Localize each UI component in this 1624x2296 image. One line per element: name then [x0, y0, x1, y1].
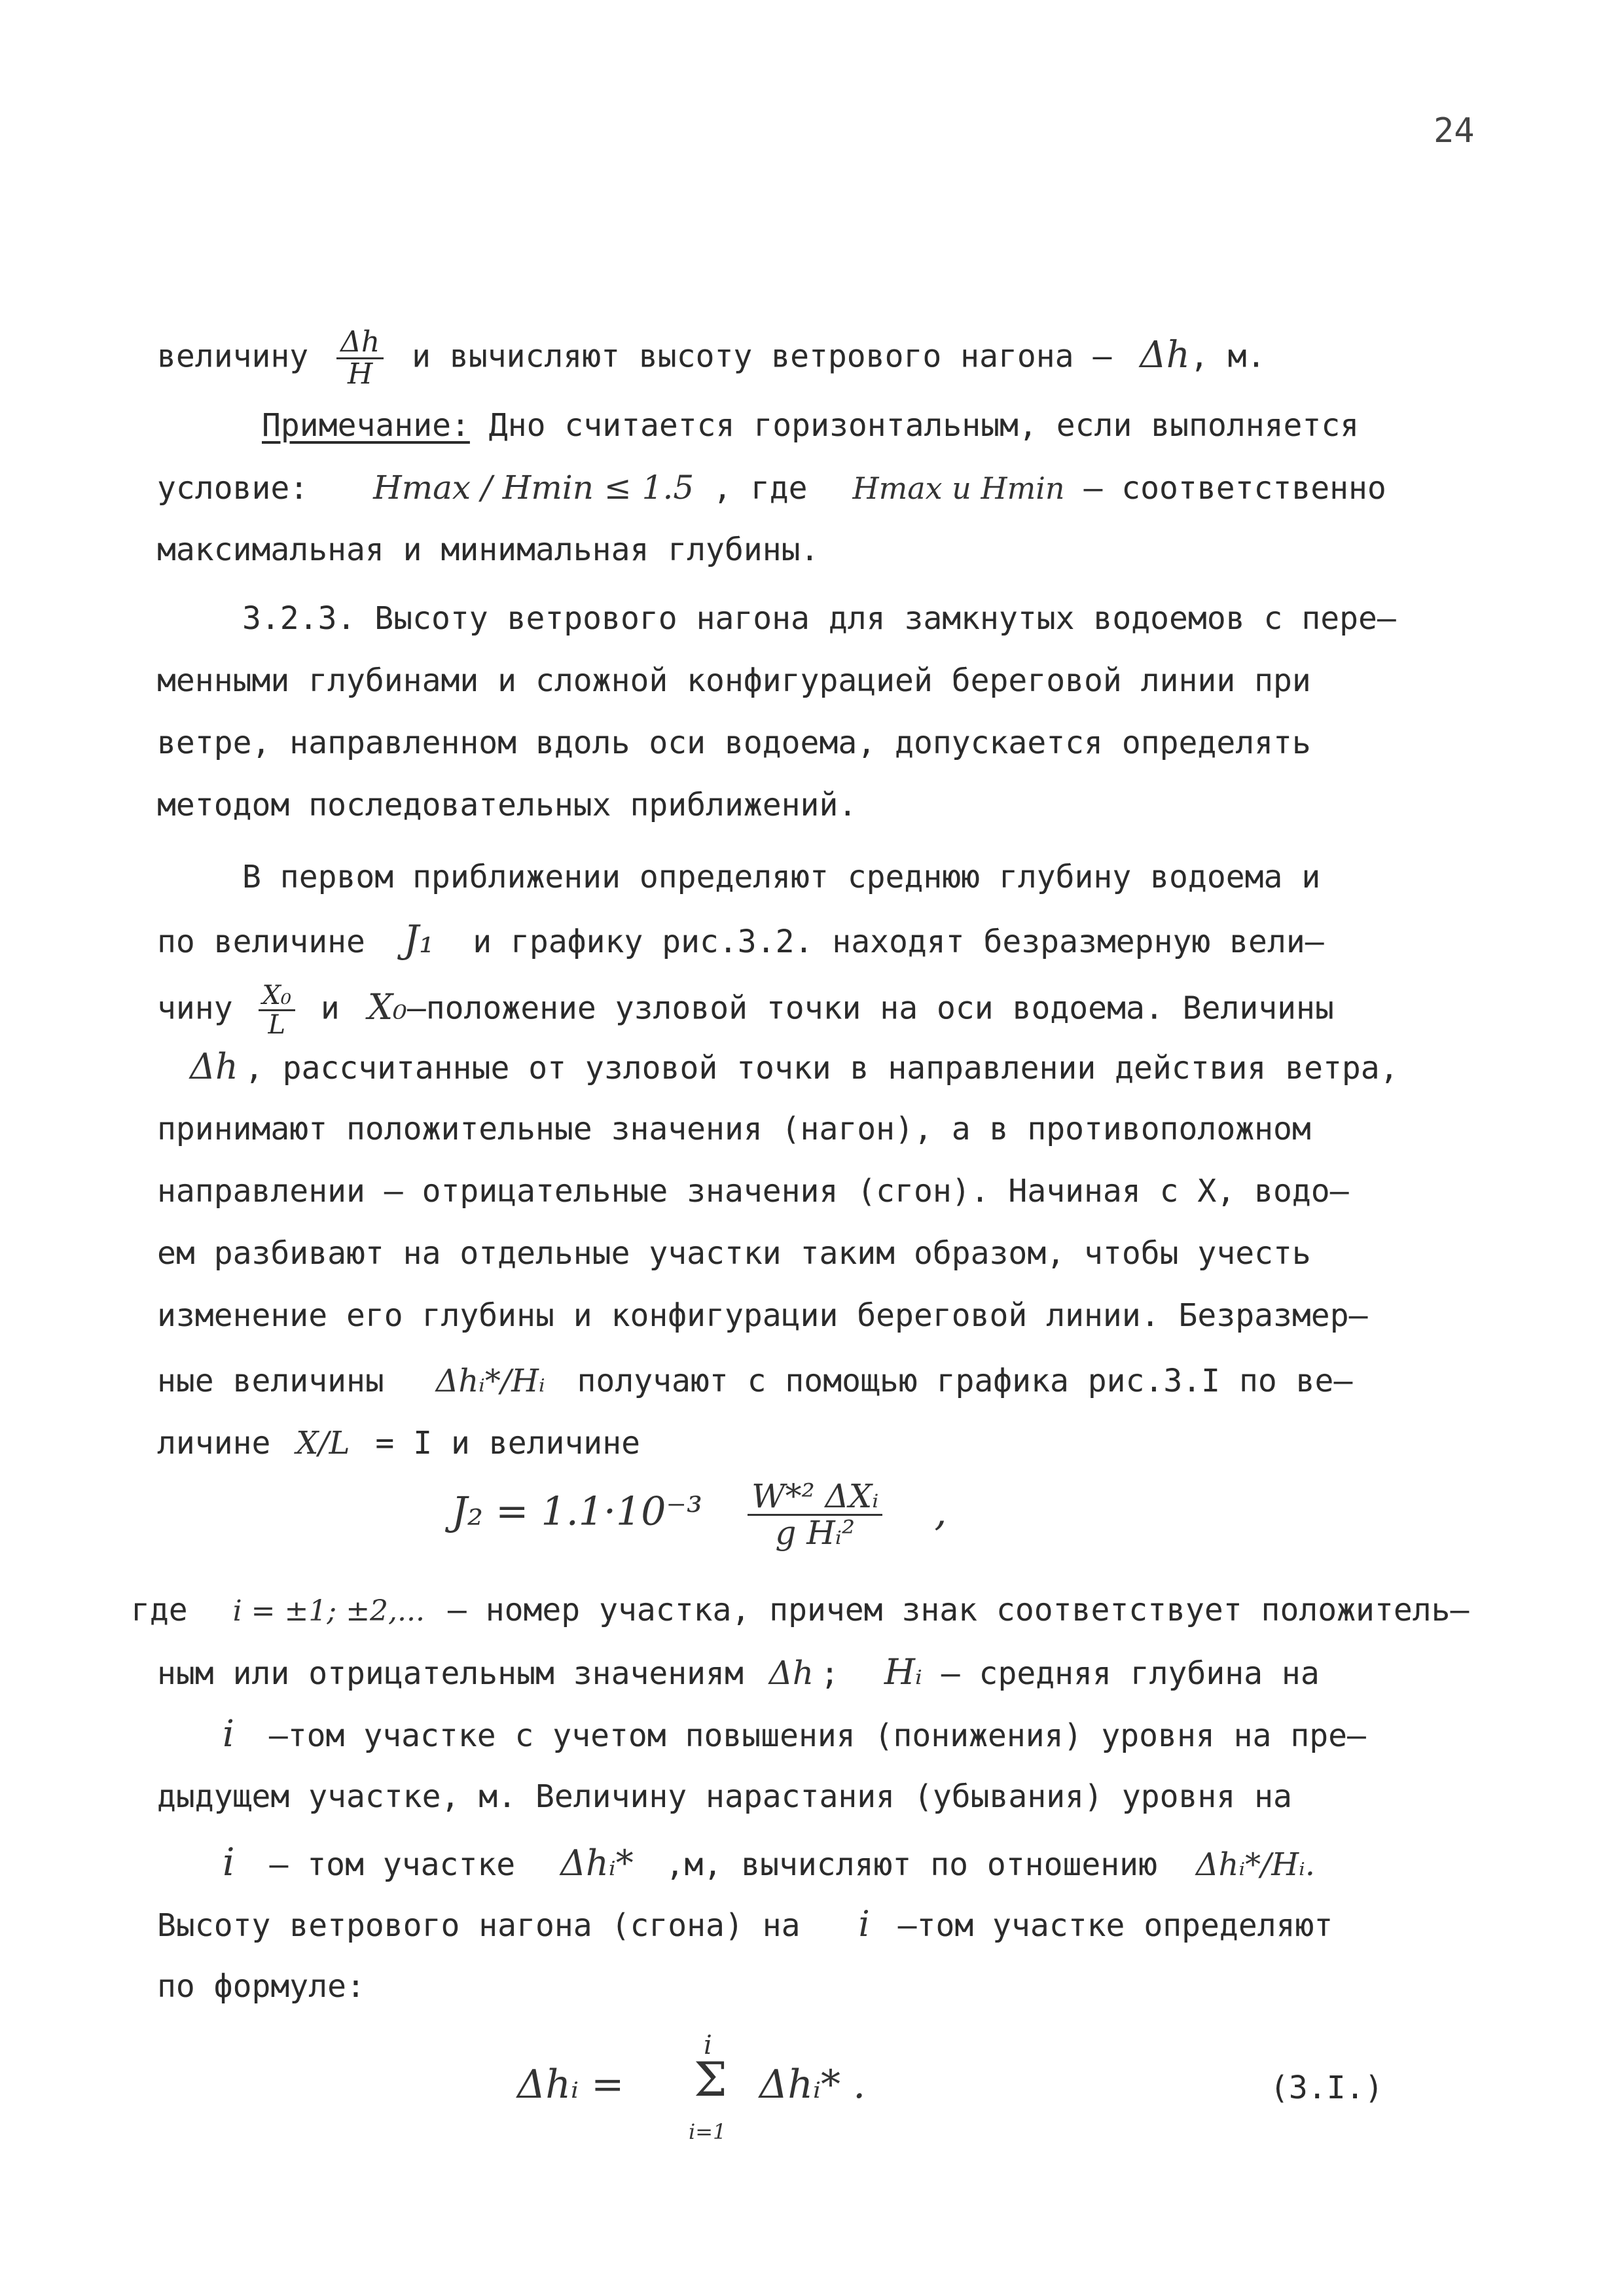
math-dhi-over-hi: Δhᵢ*/Hᵢ	[435, 1363, 545, 1399]
fraction-denominator: H	[347, 357, 373, 391]
dh-over-h-fraction	[336, 327, 384, 389]
text: ,м, вычисляют по отношению	[665, 1846, 1157, 1883]
text-line-16	[157, 1296, 1368, 1335]
text: дыдущем участке, м. Величину нарастания (убывания) уровня на	[157, 1778, 1292, 1815]
text: ные величины	[157, 1363, 384, 1399]
text-line-17	[157, 1361, 1352, 1401]
math-condition: Hmax / Hmin ≤ 1.5	[373, 469, 695, 507]
text: максимальная и минимальная глубины.	[157, 531, 820, 568]
text: Дно считается горизонтальным, если выполняется	[488, 407, 1360, 444]
text: и графику рис.3.2. находят безразмерную вели–	[473, 924, 1324, 960]
text-line-1	[157, 327, 1265, 389]
math-i-range: i = ±1; ±2,...	[232, 1594, 425, 1628]
text-line-12	[190, 1047, 1399, 1088]
math-dh: Δh	[768, 1654, 814, 1692]
text-line-13	[157, 1109, 1311, 1149]
text-line-8	[157, 785, 857, 825]
text-line-2	[262, 406, 1359, 445]
text-line-10	[157, 917, 1324, 961]
math-i: i	[223, 1713, 234, 1755]
text: личине	[157, 1425, 271, 1462]
sum-upper-limit: i	[704, 2030, 712, 2060]
j2-fraction	[748, 1479, 882, 1550]
text-line-18	[157, 1424, 640, 1463]
math-hi: Hᵢ	[884, 1651, 922, 1693]
page-number: 24	[1434, 111, 1475, 151]
math-i: i	[223, 1840, 235, 1884]
text-line-19	[131, 1590, 1469, 1631]
text: и	[320, 990, 340, 1027]
text: –положение узловой точки на оси водоема. Величины	[406, 990, 1334, 1027]
text-line-23	[223, 1842, 1315, 1884]
text: (3.I.)	[1270, 2070, 1384, 2106]
text-line-25	[157, 1967, 365, 2006]
text: ем разбивают на отдельные участки таким образом, чтобы учесть	[157, 1235, 1311, 1272]
text-line-21	[223, 1715, 1366, 1755]
text: = I и величине	[375, 1425, 640, 1462]
sum-symbol: Σ	[694, 2052, 727, 2107]
text: где	[131, 1592, 188, 1628]
math-x-over-l: X/L	[296, 1425, 350, 1462]
text-line-7	[157, 723, 1311, 762]
text-line-4	[157, 530, 819, 569]
formula-lhs: Δhᵢ =	[517, 2062, 624, 2108]
dhi-star: Δhᵢ*	[1195, 1846, 1261, 1883]
text-line-6	[157, 661, 1311, 700]
text: ветре, направленном вдоль оси водоема, допускается определять	[157, 725, 1311, 761]
math-dh: Δh	[1140, 333, 1190, 376]
text-line-14	[157, 1172, 1349, 1211]
text-line-5	[242, 599, 1396, 638]
text: менными глубинами и сложной конфигурацией береговой линии при	[157, 662, 1311, 699]
x0-over-l-fraction	[259, 982, 296, 1039]
text: , рассчитанные от узловой точки в направлении действия ветра,	[244, 1050, 1399, 1086]
text: направлении – отрицательные значения (сгон). Начиная с X	[157, 1173, 1217, 1210]
fraction-denominator: L	[268, 1010, 286, 1040]
math-i: i	[858, 1903, 870, 1945]
math-dhi-over-hi: Δhᵢ*/Hᵢ.	[1195, 1846, 1316, 1883]
fraction-numerator: W*² ΔXᵢ	[748, 1479, 882, 1516]
text-line-20: ным или отрицательным значениям Δh ; Hᵢ – средняя глубина на	[157, 1651, 1320, 1693]
text: –том участке определяют	[897, 1907, 1333, 1944]
text: , водо–	[1216, 1173, 1349, 1210]
text-line-24	[157, 1905, 1333, 1945]
text: , м.	[1189, 338, 1266, 375]
equation-number	[1270, 2068, 1383, 2108]
text: В первом приближении определяют среднюю глубину водоема и	[242, 859, 1321, 895]
dhi-star: Δhᵢ*	[435, 1363, 501, 1399]
hi: Hᵢ	[511, 1363, 545, 1399]
text: по величине	[157, 924, 365, 960]
fraction-numerator: X₀	[259, 982, 296, 1011]
formula-rhs: Δhᵢ* .	[759, 2062, 866, 2108]
text: –том участке с учетом повышения (понижения) уровня на пре–	[268, 1717, 1366, 1754]
formula-comma: ,	[934, 1488, 947, 1535]
text: , где	[713, 470, 808, 507]
text-line-3	[157, 468, 1386, 508]
text: чину	[157, 990, 233, 1027]
fraction-numerator: Δh	[336, 327, 384, 359]
j2-formula	[452, 1479, 947, 1550]
math-hmax-hmin: Hmax и Hmin	[852, 471, 1065, 506]
text: принимают положительные значения (нагон), а в противоположном	[157, 1111, 1311, 1147]
note-label: Примечание:	[262, 407, 470, 444]
text: – соответственно	[1083, 470, 1386, 507]
text: по формуле:	[157, 1968, 365, 2005]
text: величину	[157, 338, 309, 375]
formula-lhs: J₂ = 1.1·10⁻³	[452, 1488, 703, 1535]
text-line-15	[157, 1234, 1311, 1273]
math-j1: J₁	[403, 917, 435, 961]
text: изменение его глубины и конфигурации береговой линии. Безразмер–	[157, 1297, 1368, 1334]
math-dh: Δh	[190, 1046, 238, 1087]
text-line-11	[157, 982, 1334, 1039]
text-line-9	[242, 857, 1320, 897]
text: Высоту ветрового нагона (сгона) на	[157, 1907, 801, 1944]
text: методом последовательных приближений.	[157, 787, 857, 823]
text: – номер участка, причем знак соответствует положитель–	[447, 1592, 1470, 1628]
text: – том участке	[269, 1846, 516, 1883]
text: ным или отрицательным значениям	[157, 1655, 744, 1692]
hi: Hᵢ	[1271, 1846, 1305, 1883]
text-line-22	[157, 1777, 1292, 1816]
sum-lower-limit: i=1	[689, 2119, 727, 2144]
text: 3.2.3. Высоту ветрового нагона для замкнутых водоемов с пере–	[242, 600, 1396, 637]
text: – средняя глубина на	[941, 1655, 1320, 1692]
math-dhi-star: Δhᵢ*	[560, 1842, 634, 1884]
text: получают с помощью графика рис.3.I по ве–	[577, 1363, 1353, 1399]
fraction-denominator: g Hᵢ²	[775, 1513, 856, 1552]
text: условие:	[157, 470, 309, 507]
text: и вычисляют высоту ветрового нагона –	[412, 338, 1112, 375]
math-x0: X₀	[367, 986, 407, 1028]
